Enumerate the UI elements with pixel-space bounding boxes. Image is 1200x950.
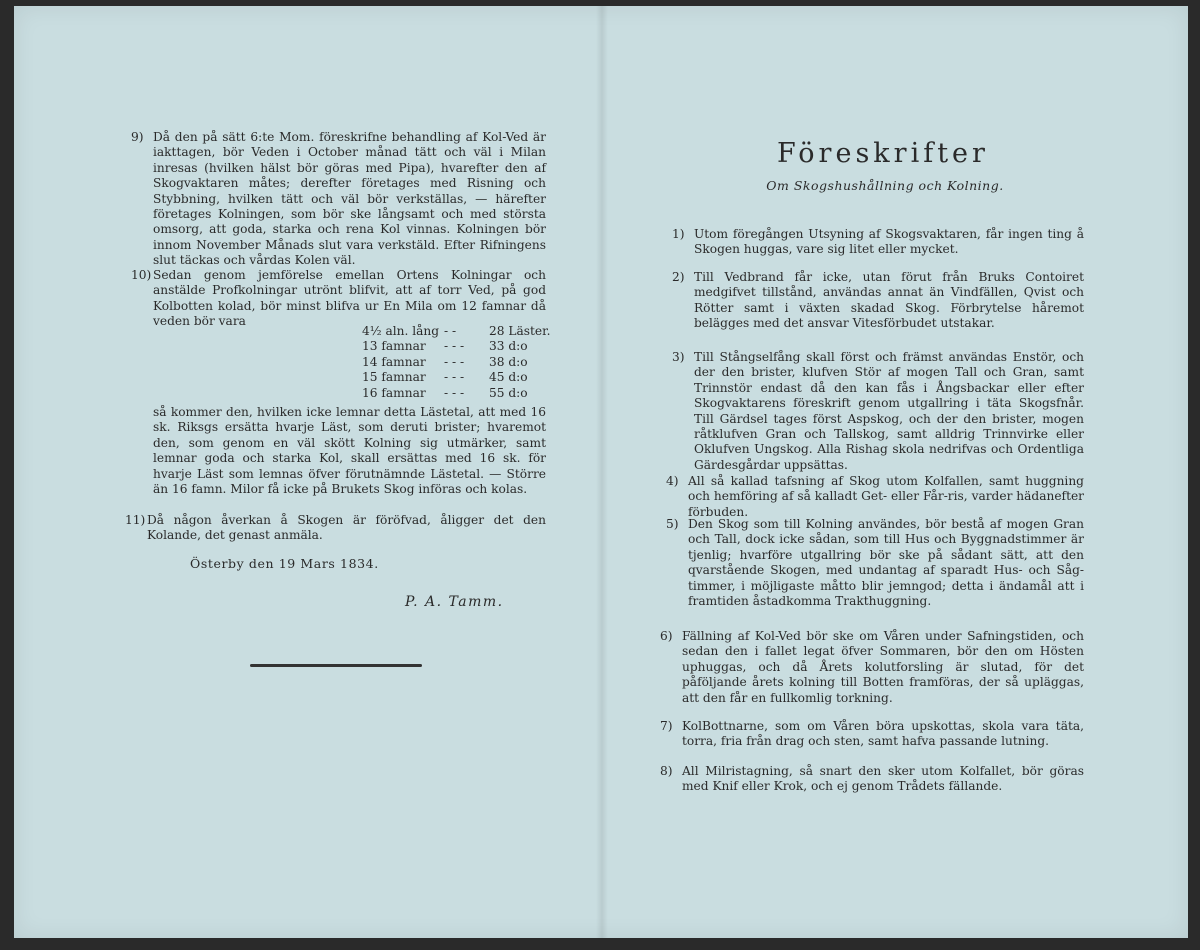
- paragraph-text: Då någon åverkan å Skogen är föröfvad, åligger det den Kolande, det genast anmäla.: [147, 513, 546, 543]
- table-row: 4½ aln. lång - - 28 Läster.: [362, 324, 551, 338]
- table-row: 14 famnar - - - 38 d:o: [362, 354, 528, 369]
- rule-item-1: 1) Utom föregången Utsyning af Skogsvaktaren, får ingen ting å Skogen huggas, vare sig litet eller mycket.: [672, 227, 1084, 257]
- paragraph-number: 9): [131, 130, 144, 144]
- rule-item-5: 5) Den Skog som till Kolning användes, bör bestå af mogen Gran och Tall, dock icke sådan, som till Hus och Byggnadstimmer är tjenlig; hvarföre utgallring bör ske på sådant sätt, att den qvarstående Skogen, med undantag af sparadt Hus- och Såg-timmer, i möjligaste måtto blir jemngod; detta i ändamål att i framtiden åstadkomma Trakthuggning.: [666, 517, 1084, 609]
- paragraph-number: 11): [125, 513, 146, 527]
- table-row: 15 famnar - - - 45 d:o: [362, 370, 528, 385]
- document-title: Föreskrifter: [777, 138, 989, 169]
- date-line: Österby den 19 Mars 1834.: [190, 556, 379, 571]
- paragraph-10-continued: [153, 405, 546, 497]
- paragraph-number: 10): [131, 268, 152, 282]
- divider-rule: [250, 664, 422, 667]
- table-row: 16 famnar - - - 55 d:o: [362, 385, 528, 400]
- paragraph-11: [125, 513, 546, 544]
- rule-item-7: 7) KolBottnarne, som om Våren böra upskottas, skola vara täta, torra, fria från drag och sten, samt hafva passande lutning.: [660, 719, 1084, 749]
- paragraph-9: [131, 130, 546, 269]
- rule-item-6: 6) Fällning af Kol-Ved bör ske om Våren under Safningstiden, och sedan den i fallet legat öfver Sommaren, bör den om Hösten uphuggas, och då Årets kolutforsling är slutad, för det påföljande årets kolning till Botten framföras, der så upläggas, att den får en fullkomlig torkning.: [660, 629, 1084, 705]
- rule-item-4: 4) All så kallad tafsning af Skog utom Kolfallen, samt huggning och hemföring af så kalladt Get- eller Får-ris, varder hädanefter förbuden.: [666, 474, 1084, 519]
- paragraph-text: Sedan genom jemförelse emellan Ortens Kolningar och anstälde Profkolningar utrönt blifvit, att af torr Ved, på god Kolbotten kolad, bör minst blifva ur En Mila om 12 famnar då veden bör vara: [153, 268, 546, 329]
- page-fold: [596, 6, 608, 938]
- rule-item-2: 2) Till Vedbrand får icke, utan förut från Bruks Contoiret medgifvet tillstånd, användas annat än Vindfällen, Qvist och Rötter samt i växten skadad Skog. Förbrytelse håremot belägges med det ansvar Vitesförbudet utstakar.: [672, 270, 1084, 331]
- paragraph-text: så kommer den, hvilken icke lemnar detta Lästetal, att med 16 sk. Riksgs ersätta hvarje Läst, som deruti brister; hvaremot den, som genom en väl skött Kolning sig utmärker, samt lemnar goda och starka Kol, skall ersättas med 16 sk. för hvarje Läst som lemnas öfver förutnämnde Lästetal. — Större än 16 famn. Milor få icke på Brukets Skog införas och kolas.: [153, 405, 546, 497]
- table-row: 13 famnar - - - 33 d:o: [362, 339, 528, 354]
- paragraph-text: Då den på sätt 6:te Mom. föreskrifne behandling af Kol-Ved är iakttagen, bör Veden i October månad tätt och väl i Milan inresas (hvilken hälst bör göras med Pipa), hvarefter den af Skogvaktaren måtes; derefter företages med Risning och Stybbning, hvilken tätt och väl bör verkställas, — härefter företages Kolningen, som bör ske långsamt och med största omsorg, att goda, starka och rena Kol vinnas. Kolningen bör innom November Månads slut vara verkstäld. Efter Rifningens slut täckas och vårdas Kolen väl.: [153, 130, 546, 268]
- paragraph-10: [131, 268, 546, 330]
- yield-table: [362, 324, 549, 401]
- rule-item-3: 3) Till Stångselfång skall först och främst användas Enstör, och der den brister, klufven Stör af mogen Tall och Gran, samt Trinnstör endast då den kan fås i Ångsbackar eller efter Skogvaktarens föreskrift genom utgallring i täta Skogsfnår. Till Gärdsel tages först Aspskog, och der den brister, mogen råtklufven Gran och Tallskog, samt alldrig Trinnvirke eller Oklufven Ungskog. Alla Rishag skola nedrifvas och Ordentliga Gärdesgårdar uppsättas.: [672, 350, 1084, 472]
- document-subtitle: Om Skogshushållning och Kolning.: [766, 178, 1004, 193]
- signature: P. A. Tamm.: [405, 594, 504, 610]
- rule-item-8: 8) All Milristagning, så snart den sker utom Kolfallet, bör göras med Knif eller Krok, och ej genom Trådets fällande.: [660, 764, 1084, 794]
